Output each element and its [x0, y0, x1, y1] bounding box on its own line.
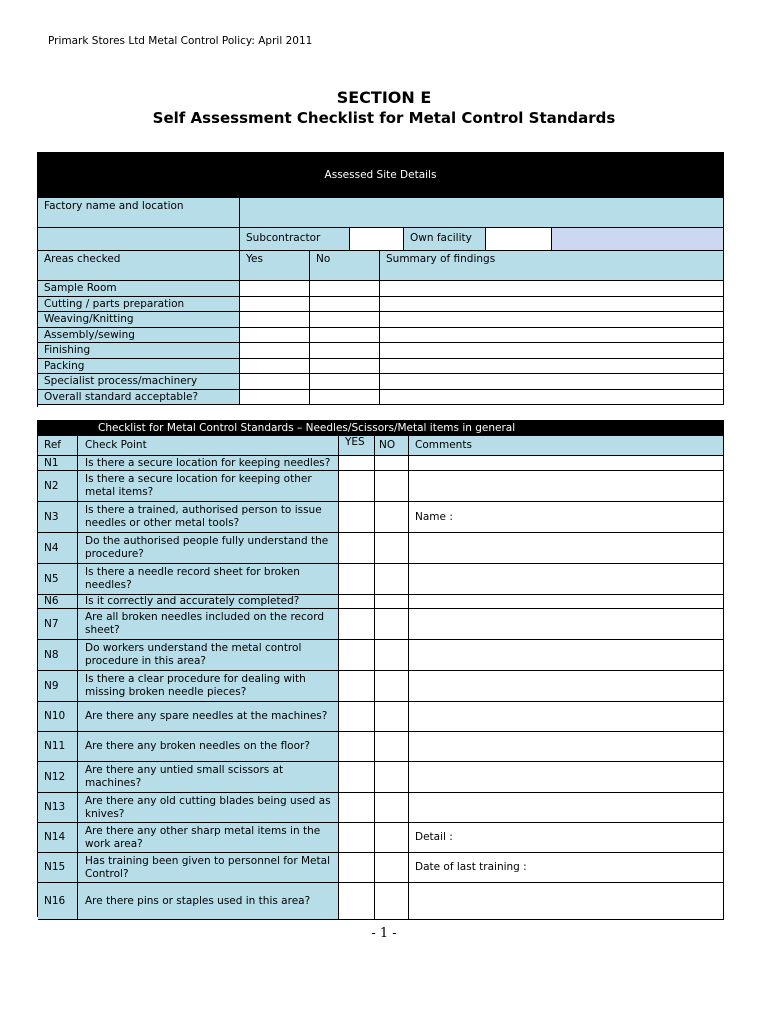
- row-no-cell[interactable]: [375, 732, 409, 762]
- row-yes-cell[interactable]: [339, 640, 375, 671]
- blank-cell: [38, 228, 240, 251]
- subcontractor-input[interactable]: [350, 228, 404, 251]
- row-no-cell[interactable]: [375, 883, 409, 920]
- row-yes-cell[interactable]: [339, 702, 375, 732]
- row-checkpoint: [78, 471, 339, 502]
- row-yes-cell[interactable]: [339, 732, 375, 762]
- checkpoint-text: Is there a needle record sheet for broken needles?: [85, 566, 300, 591]
- area-label: Finishing: [38, 343, 240, 359]
- section-subtitle: Self Assessment Checklist for Metal Control Standards: [152, 109, 616, 127]
- row-checkpoint: [78, 732, 339, 762]
- area-summary-cell[interactable]: [380, 312, 724, 328]
- area-no-cell[interactable]: [310, 281, 380, 297]
- area-label: Overall standard acceptable?: [38, 390, 240, 406]
- row-yes-cell[interactable]: [339, 823, 375, 853]
- row-no-cell[interactable]: [375, 793, 409, 823]
- ref-header: Ref: [38, 436, 78, 456]
- row-yes-cell[interactable]: [339, 609, 375, 640]
- checkpoint-text: Are there pins or staples used in this area?: [85, 894, 311, 907]
- row-yes-cell[interactable]: [339, 456, 375, 471]
- area-label: Specialist process/machinery: [38, 374, 240, 390]
- site-details-heading: Assessed Site Details: [38, 153, 724, 198]
- area-yes-cell[interactable]: [240, 359, 310, 375]
- area-no-cell[interactable]: [310, 374, 380, 390]
- row-ref: N6: [38, 595, 78, 609]
- row-checkpoint: [78, 883, 339, 920]
- area-yes-cell[interactable]: [240, 312, 310, 328]
- section-title: SECTION E: [336, 88, 432, 107]
- area-summary-cell[interactable]: [380, 343, 724, 359]
- area-no-cell[interactable]: [310, 359, 380, 375]
- row-yes-cell[interactable]: [339, 883, 375, 920]
- area-summary-cell[interactable]: [380, 328, 724, 344]
- no-label: No: [310, 251, 380, 281]
- row-comment-cell[interactable]: [409, 702, 724, 732]
- row-no-cell[interactable]: [375, 671, 409, 702]
- row-checkpoint: [78, 823, 339, 853]
- row-no-cell[interactable]: [375, 823, 409, 853]
- checkpoint-text: Do workers understand the metal control procedure in this area?: [85, 642, 302, 667]
- row-no-cell[interactable]: [375, 595, 409, 609]
- checkpoint-text: Is it correctly and accurately completed?: [85, 595, 300, 607]
- row-no-cell[interactable]: [375, 456, 409, 471]
- row-checkpoint: [78, 793, 339, 823]
- checkpoint-text: Is there a clear procedure for dealing with missing broken needle pieces?: [85, 673, 306, 698]
- area-summary-cell[interactable]: [380, 374, 724, 390]
- row-ref: N14: [38, 823, 78, 853]
- area-no-cell[interactable]: [310, 390, 380, 406]
- row-no-cell[interactable]: [375, 640, 409, 671]
- row-yes-cell[interactable]: [339, 793, 375, 823]
- areas-checked-label: Areas checked: [38, 251, 240, 281]
- row-ref: N9: [38, 671, 78, 702]
- row-checkpoint: [78, 456, 339, 471]
- factory-label: Factory name and location: [38, 198, 240, 228]
- row-checkpoint: [78, 853, 339, 883]
- row-yes-cell[interactable]: [339, 502, 375, 533]
- row-checkpoint: [78, 533, 339, 564]
- row-ref: N13: [38, 793, 78, 823]
- row-ref: N7: [38, 609, 78, 640]
- row-ref: N5: [38, 564, 78, 595]
- row-comment-cell[interactable]: [409, 609, 724, 640]
- checkpoint-text: Are there any broken needles on the floor?: [85, 740, 310, 752]
- row-ref: N8: [38, 640, 78, 671]
- row-checkpoint: [78, 762, 339, 793]
- area-yes-cell[interactable]: [240, 281, 310, 297]
- row-comment-cell[interactable]: [409, 671, 724, 702]
- row-ref: N2: [38, 471, 78, 502]
- area-no-cell[interactable]: [310, 343, 380, 359]
- row-comment-cell[interactable]: [409, 762, 724, 793]
- row-no-cell[interactable]: [375, 564, 409, 595]
- row-comment-cell[interactable]: [409, 471, 724, 502]
- document-header: Primark Stores Ltd Metal Control Policy: April 2011: [48, 35, 313, 47]
- row-yes-cell[interactable]: [339, 671, 375, 702]
- checkpoint-text: Do the authorised people fully understand the procedure?: [85, 535, 329, 560]
- area-yes-cell[interactable]: [240, 374, 310, 390]
- own-facility-input[interactable]: [486, 228, 552, 251]
- area-summary-cell[interactable]: [380, 390, 724, 406]
- row-yes-cell[interactable]: [339, 471, 375, 502]
- row-comment-cell[interactable]: [409, 883, 724, 920]
- row-ref: N16: [38, 883, 78, 920]
- site-details-table: [37, 152, 724, 407]
- row-ref: N15: [38, 853, 78, 883]
- row-ref: N1: [38, 456, 78, 471]
- row-comment-cell[interactable]: [409, 533, 724, 564]
- area-label: Cutting / parts preparation: [38, 297, 240, 313]
- own-facility-label: Own facility: [404, 228, 486, 251]
- area-yes-cell[interactable]: [240, 328, 310, 344]
- row-comment-cell[interactable]: [409, 456, 724, 471]
- row-checkpoint: [78, 671, 339, 702]
- checkpoint-text: Has training been given to personnel for Metal Control?: [85, 854, 330, 880]
- page-number: - 1 -: [371, 926, 397, 941]
- area-label: Sample Room: [38, 281, 240, 297]
- row-comment-cell[interactable]: [409, 640, 724, 671]
- row-comment-cell[interactable]: Detail :: [409, 823, 724, 853]
- checkpoint-text: Are there any spare needles at the machines?: [85, 710, 328, 722]
- checkpoint-header: Check Point: [78, 436, 339, 456]
- area-label: Packing: [38, 359, 240, 375]
- area-label: Weaving/Knitting: [38, 312, 240, 328]
- area-summary-cell[interactable]: [380, 281, 724, 297]
- checkpoint-text: Is there a secure location for keeping other metal items?: [85, 473, 312, 498]
- row-no-cell[interactable]: [375, 702, 409, 732]
- yes-header: YES: [339, 436, 375, 456]
- row-checkpoint: [78, 640, 339, 671]
- no-header: NO: [375, 436, 409, 456]
- area-no-cell[interactable]: [310, 312, 380, 328]
- row-checkpoint: [78, 609, 339, 640]
- checkpoint-text: Are all broken needles included on the record sheet?: [85, 611, 325, 636]
- comments-header: Comments: [409, 436, 724, 456]
- row-no-cell[interactable]: [375, 471, 409, 502]
- row-no-cell[interactable]: [375, 533, 409, 564]
- row-comment-cell[interactable]: [409, 564, 724, 595]
- summary-label: Summary of findings: [380, 251, 724, 281]
- factory-input[interactable]: [240, 198, 724, 228]
- row-checkpoint: [78, 595, 339, 609]
- row-ref: N12: [38, 762, 78, 793]
- subcontractor-label: Subcontractor: [240, 228, 350, 251]
- area-no-cell[interactable]: [310, 328, 380, 344]
- row-no-cell[interactable]: [375, 609, 409, 640]
- row-yes-cell[interactable]: [339, 595, 375, 609]
- row-comment-cell[interactable]: [409, 732, 724, 762]
- row-yes-cell[interactable]: [339, 762, 375, 793]
- yes-label: Yes: [240, 251, 310, 281]
- area-yes-cell[interactable]: [240, 297, 310, 313]
- area-summary-cell[interactable]: [380, 297, 724, 313]
- checkpoint-text: Is there a secure location for keeping needles?: [85, 456, 331, 469]
- checkpoint-text: Are there any old cutting blades being used as knives?: [85, 794, 331, 820]
- row-yes-cell[interactable]: [339, 533, 375, 564]
- area-label: Assembly/sewing: [38, 328, 240, 344]
- row-comment-cell[interactable]: [409, 595, 724, 609]
- row-comment-cell[interactable]: [409, 793, 724, 823]
- row-ref: N4: [38, 533, 78, 564]
- row-yes-cell[interactable]: [339, 564, 375, 595]
- row-yes-cell[interactable]: [339, 853, 375, 883]
- row-checkpoint: [78, 564, 339, 595]
- row-comment-cell[interactable]: Name :: [409, 502, 724, 533]
- row-ref: N11: [38, 732, 78, 762]
- area-summary-cell[interactable]: [380, 359, 724, 375]
- row-checkpoint: [78, 502, 339, 533]
- checklist-table: [37, 420, 724, 917]
- row-comment-cell[interactable]: Date of last training :: [409, 853, 724, 883]
- own-facility-extra[interactable]: [552, 228, 724, 251]
- row-checkpoint: [78, 702, 339, 732]
- checkpoint-text: Is there a trained, authorised person to issue needles or other metal tools?: [85, 504, 322, 529]
- area-yes-cell[interactable]: [240, 343, 310, 359]
- area-no-cell[interactable]: [310, 297, 380, 313]
- row-ref: N10: [38, 702, 78, 732]
- area-yes-cell[interactable]: [240, 390, 310, 406]
- row-ref: N3: [38, 502, 78, 533]
- checklist-heading: Checklist for Metal Control Standards – Needles/Scissors/Metal items in general: [38, 421, 724, 436]
- checkpoint-text: Are there any untied small scissors at machines?: [85, 764, 284, 789]
- row-no-cell[interactable]: [375, 762, 409, 793]
- row-no-cell[interactable]: [375, 502, 409, 533]
- row-no-cell[interactable]: [375, 853, 409, 883]
- checkpoint-text: Are there any other sharp metal items in the work area?: [85, 824, 321, 850]
